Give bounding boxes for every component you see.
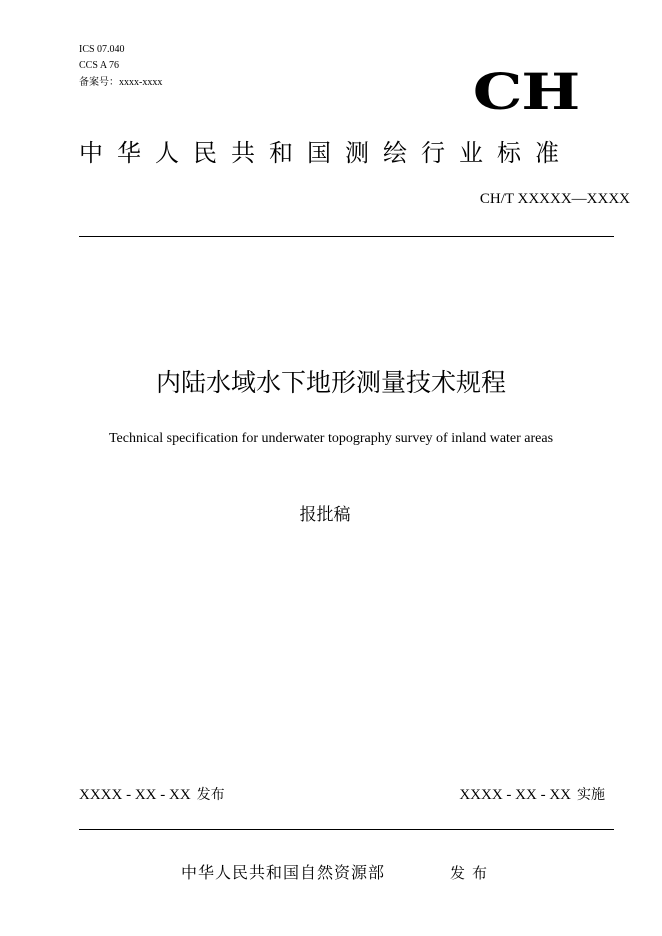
implement-label: 实施 <box>577 787 605 803</box>
publish-date-line <box>79 786 225 804</box>
ccs-code: CCS A 76 <box>79 60 120 71</box>
filing-number: 备案号：xxxx-xxxx <box>79 77 163 88</box>
document-title-chinese: 内陆水域水下地形测量技术规程 <box>155 368 506 397</box>
implement-date: XXXX - XX - XX <box>459 787 571 803</box>
bottom-divider <box>79 829 614 830</box>
draft-stage-label: 报批稿 <box>299 505 351 525</box>
ch-logo: CH <box>472 62 579 121</box>
publish-label: 发布 <box>196 787 225 803</box>
top-divider <box>79 236 614 237</box>
issuing-authority: 中华人民共和国自然资源部 <box>181 863 386 882</box>
issuing-action: 发布 <box>450 864 495 882</box>
publish-date: XXXX - XX - XX <box>79 787 191 803</box>
ics-code: ICS 07.040 <box>79 44 125 55</box>
implement-date-line <box>459 786 605 804</box>
organization-title: 中华人民共和国测绘行业标准 <box>79 139 573 167</box>
document-title-english: Technical specification for underwater topography survey of inland water areas <box>108 431 554 446</box>
standard-number: CH/T XXXXX—XXXX <box>479 191 630 207</box>
